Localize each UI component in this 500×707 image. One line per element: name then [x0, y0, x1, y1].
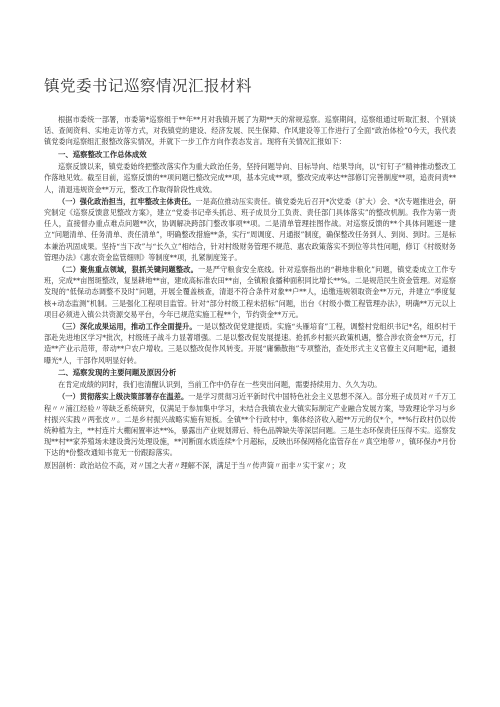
reason-analysis-paragraph: 原因剖析：政治站位不高，对〃国之大者〃理解不深，满足于当〃传声筒〃而非〃实干家〃；攻 [44, 460, 346, 470]
section-2-heading: 二、巡察发现的主要问题及原因分析 [58, 367, 177, 377]
section-1-heading: 一、巡察整改工作总体成效 [58, 149, 147, 159]
subsection-1-3-body: 一是以整改促党建提质。实施“头雁培育”工程，调整村党组织书记*名，组织村干部赴先进地区学习*批次，村级班子战斗力显著增强。二是以整改促发展提速。抢抓乡村振兴政策机遇，整合涉农资金**万元，打造**产业示范带，带动**户农户增收。三是以整改促作风转变。开展“庸懒散拖”专项整治，查处形式主义官僚主义问题*起，通报曝光*人，干部作风明显好转。 [44, 321, 456, 365]
subsection-1-3 [44, 321, 456, 366]
subsection-1-1-body: 一是高位推动压实责任。镇党委先后召开*次党委（扩大）会、*次专题推进会，研究制定《巡察反馈意见整改方案》，建立“党委书记牵头抓总、班子成员分工负责、责任部门具体落实”的整改机制。我作为第一责任人，直接督办重点难点问题**次，协调解决跨部门整改事项**项。二是清单管理挂图作战。对巡察反馈的**个具体问题逐一建立“问题清单、任务清单、责任清单”，明确整改措施**条，实行“周调度、月通报”制度，确保整改任务到人、到岗、到时。三是标本兼治巩固成果。坚持“当下改”与“长久立”相结合，针对村级财务管理不规范、惠农政策落实不到位等共性问题，修订《村级财务管理办法》《惠农资金监管细则》等制度**项，扎紧制度笼子。 [44, 196, 456, 262]
section-2-paragraph: 在肯定成绩的同时，我们也清醒认识到，当前工作中仍存在一些突出问题，需要持续用力、久久为功。 [58, 380, 382, 390]
subsection-1-2-lead: （二）聚焦重点领域，狠抓关键问题整改。 [58, 264, 198, 274]
subsection-1-1 [44, 196, 456, 263]
intro-paragraph: 根据市委统一部署，市委第*巡察组于**年**月对我镇开展了为期**天的常规巡察。巡察期间，巡察组通过听取汇报、个别谈话、查阅资料、实地走访等方式，对我镇党的建设、经济发展、民生保障、作风建设等工作进行了全面“政治体检”0今天，我代表镇党委向巡察组汇报整改落实情况，并就下一步工作方向作表态发言。现将有关情况汇报如下： [44, 115, 456, 147]
subsection-1-2 [44, 264, 456, 320]
subsection-2-1-body: 一是学习贯彻习近平新时代中国特色社会主义思想不深入。部分班子成员对〃千万工程〃〃浦江经验〃等缺乏系统研究，仅满足于参加集中学习，未结合我镇农业大镇实际制定产业融合发展方案，导致理论学习与乡村振兴实践〃两张皮〃。二是乡村振兴战略实施有短板。全镇**个行政村中，集体经济收入超**万元的仅*个，**%行政村仍以传统种植为主，**村连片大棚闲置率达**%，暴露出产业规划滞后、特色品牌缺失等深层问题。三是生态环保责任压得不实。巡察发现**村**家养殖场未建设粪污处理设施，**河断面水质连续*个月超标，反映出环保网格化监管存在〃真空地带〃，镇环保办*月份下达的*份整改通知书竟无一份跟踪落实。 [44, 392, 456, 458]
document-title: 镇党委书记巡察情况汇报材料 [44, 77, 253, 95]
subsection-1-1-lead: （一）强化政治担当，扛牢整改主体责任。 [58, 196, 196, 206]
subsection-2-1 [44, 391, 456, 458]
subsection-1-2-body: 一是严守粮食安全底线。针对巡察指出的“耕地非粮化”问题，镇党委成立工作专班，完成**亩图斑整改，复垦耕地**亩，建成高标准农田**亩，全镇粮食播种面积同比增长**%。二是规范民生资金管理。对巡察发现的“低保动态调整不及时”问题，开展全覆盖核查，清退不符合条件对象**户**人，追缴违规领取资金**万元，并建立“季度复核+动态监测”机制。三是强化工程项目监管。针对“部分村级工程未招标”问题，出台《村级小微工程管理办法》，明确**万元以上项目必须进入镇公共资源交易平台，今年已规范实施工程**个，节约资金**万元。 [44, 264, 456, 319]
subsection-2-1-lead: （一）贯彻落实上级决策部署存在温差。 [58, 392, 189, 402]
subsection-1-3-lead: （三）深化成果运用，推动工作全面提升。 [58, 321, 197, 331]
section-1-paragraph: 巡察反馈以来，镇党委始终把整改落实作为重大政治任务，坚持问题导向、目标导向、结果导向，以“钉钉子”精神推动整改工作落地见效。截至目前，巡察反馈的**项问题已整改完成**项，基本完成**项，整改完成率达**部修订完善制度**项，追责问责**人，清退违规资金**万元，整改工作取得阶段性成效。 [44, 162, 456, 194]
